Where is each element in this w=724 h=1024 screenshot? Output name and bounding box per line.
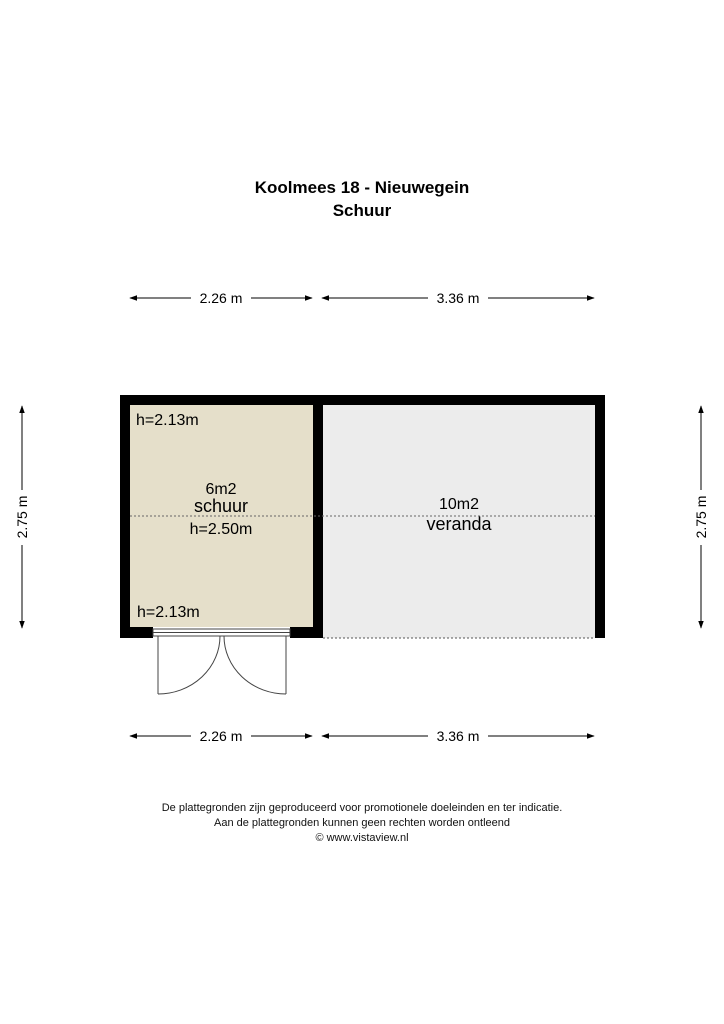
dimension-label: 2.26 m bbox=[199, 728, 243, 744]
schuur-name: schuur bbox=[193, 496, 249, 516]
dimension-label: 2.26 m bbox=[199, 290, 243, 306]
double-door bbox=[153, 629, 290, 694]
schuur-height-top: h=2.13m bbox=[136, 412, 199, 429]
dimension-left bbox=[14, 406, 30, 628]
schuur-height-bottom: h=2.13m bbox=[137, 604, 200, 621]
schuur-area: 6m2 bbox=[205, 481, 237, 498]
dimension-top-left bbox=[130, 290, 312, 306]
disclaimer-line: De plattegronden zijn geproduceerd voor promotionele doeleinden en ter indicatie. bbox=[161, 802, 563, 814]
veranda-area: 10m2 bbox=[438, 496, 480, 513]
dimension-bottom-left bbox=[130, 728, 312, 744]
page-title: Koolmees 18 - Nieuwegein bbox=[254, 178, 470, 197]
dimension-label: 3.36 m bbox=[436, 728, 480, 744]
disclaimer-line: Aan de plattegronden kunnen geen rechten worden ontleend bbox=[213, 817, 510, 829]
room-schuur-fill bbox=[130, 405, 313, 627]
schuur-height-center: h=2.50m bbox=[189, 521, 253, 538]
page-subtitle: Schuur bbox=[332, 201, 392, 220]
dimension-top-right bbox=[322, 290, 594, 306]
dimension-bottom-right bbox=[322, 728, 594, 744]
dimension-right bbox=[693, 406, 709, 628]
veranda-name: veranda bbox=[426, 514, 492, 534]
dimension-label: 3.36 m bbox=[436, 290, 480, 306]
dimension-label: 2.75 m bbox=[14, 495, 30, 539]
copyright-line: © www.vistaview.nl bbox=[315, 832, 409, 844]
dimension-label: 2.75 m bbox=[693, 495, 709, 539]
